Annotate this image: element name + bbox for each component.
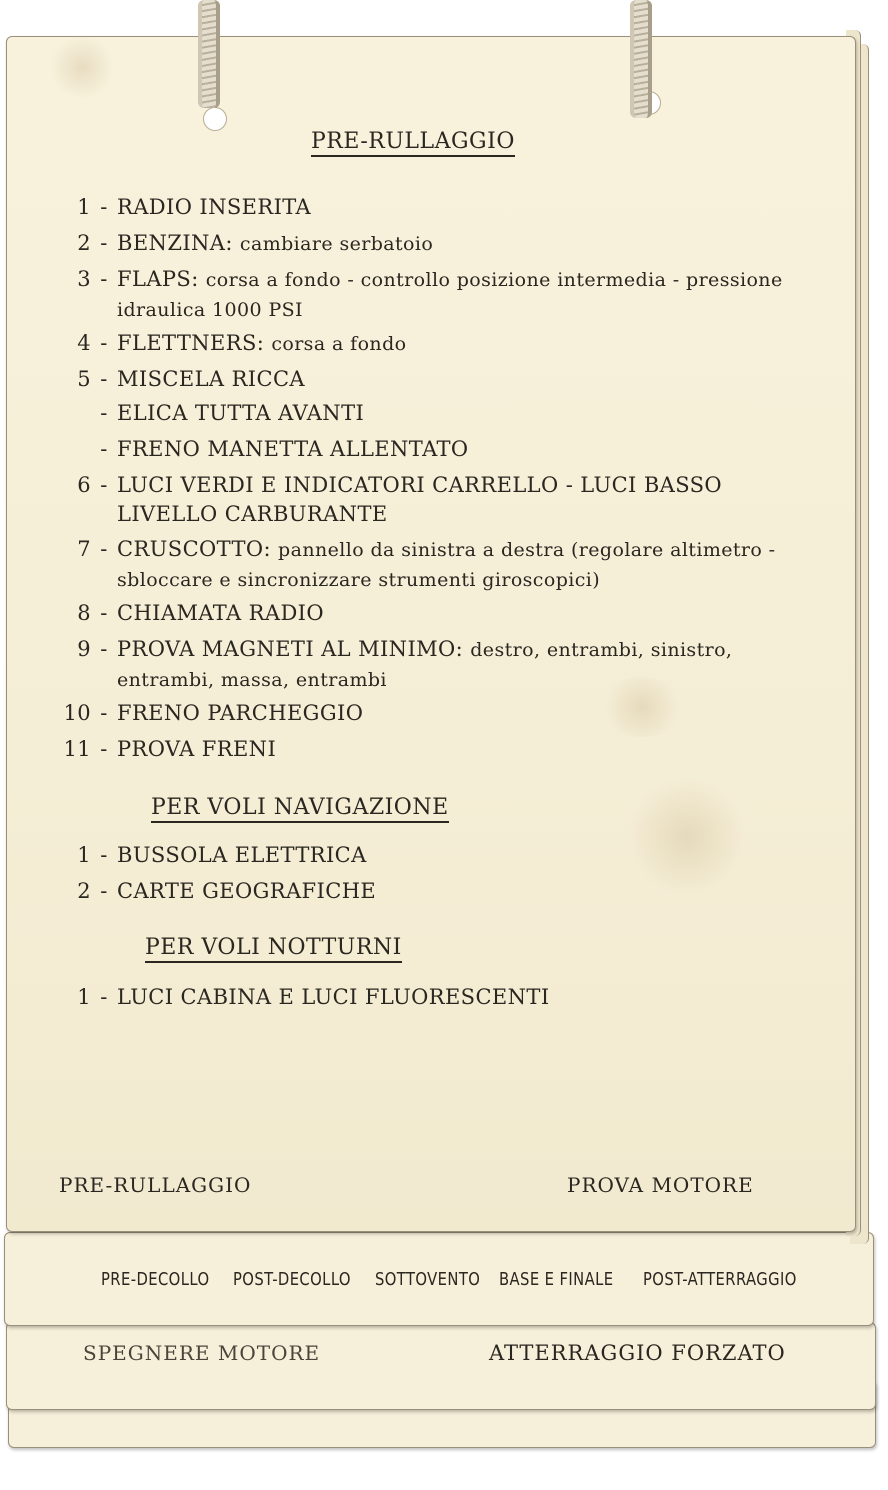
binding-string-left (198, 0, 220, 108)
card-tab-sottovento[interactable]: SOTTOVENTO (375, 1269, 481, 1290)
section-title-notturni: PER VOLI NOTTURNI (145, 935, 402, 963)
checklist-item: 6 - LUCI VERDI E INDICATORI CARRELLO - LUCI BASSO LIVELLO CARBURANTE (77, 473, 723, 526)
checklist-item: 1 - BUSSOLA ELETTRICA (77, 843, 367, 867)
card-tab-atterraggio-forzato[interactable]: ATTERRAGGIO FORZATO (489, 1341, 786, 1365)
checklist-card-pre-rullaggio (6, 36, 856, 1232)
card-tab-prova-motore[interactable]: PROVA MOTORE (567, 1173, 754, 1197)
card-tab-post-atterraggio[interactable]: POST-ATTERRAGGIO (643, 1269, 797, 1290)
checklist-item: 5 - MISCELA RICCA (77, 367, 305, 391)
binding-string-right (630, 0, 652, 118)
checklist-item: - ELICA TUTTA AVANTI (100, 401, 365, 425)
checklist-item: 9 - PROVA MAGNETI AL MINIMO: destro, entrambi, sinistro, entrambi, massa, entrambi (77, 637, 733, 691)
card-tab-pre-rullaggio[interactable]: PRE-RULLAGGIO (59, 1173, 252, 1197)
page-title: PRE-RULLAGGIO (311, 129, 515, 157)
section-title-navigazione: PER VOLI NAVIGAZIONE (151, 795, 449, 823)
checklist-item: 1 - LUCI CABINA E LUCI FLUORESCENTI (77, 985, 550, 1009)
card-tab-post-decollo[interactable]: POST-DECOLLO (233, 1269, 351, 1290)
checklist-card-flight-phases[interactable] (4, 1232, 874, 1326)
paper-stain (47, 37, 117, 97)
card-tab-base-e-finale[interactable]: BASE E FINALE (499, 1269, 614, 1290)
checklist-item: 8 - CHIAMATA RADIO (77, 601, 324, 625)
checklist-item: 7 - CRUSCOTTO: pannello da sinistra a destra (regolare altimetro - sbloccare e sincronizzare strumenti giroscopici) (77, 537, 776, 591)
checklist-item: 4 - FLETTNERS: corsa a fondo (77, 331, 407, 355)
checklist-item: 2 - CARTE GEOGRAFICHE (77, 879, 377, 903)
checklist-item: 11 - PROVA FRENI (63, 737, 277, 761)
checklist-item: 10 - FRENO PARCHEGGIO (63, 701, 364, 725)
checklist-item: 1 - RADIO INSERITA (77, 195, 312, 219)
binding-hole-left (203, 107, 227, 131)
checklist-card-engine-off[interactable] (6, 1322, 876, 1410)
checklist-item: - FRENO MANETTA ALLENTATO (100, 437, 469, 461)
checklist-item: 3 - FLAPS: corsa a fondo - controllo posizione intermedia - pressione idraulica 1000 PSI (77, 267, 783, 321)
checklist-item: 2 - BENZINA: cambiare serbatoio (77, 231, 434, 255)
card-tab-spegnere-motore[interactable]: SPEGNERE MOTORE (83, 1341, 321, 1365)
card-tab-pre-decollo[interactable]: PRE-DECOLLO (101, 1269, 210, 1290)
